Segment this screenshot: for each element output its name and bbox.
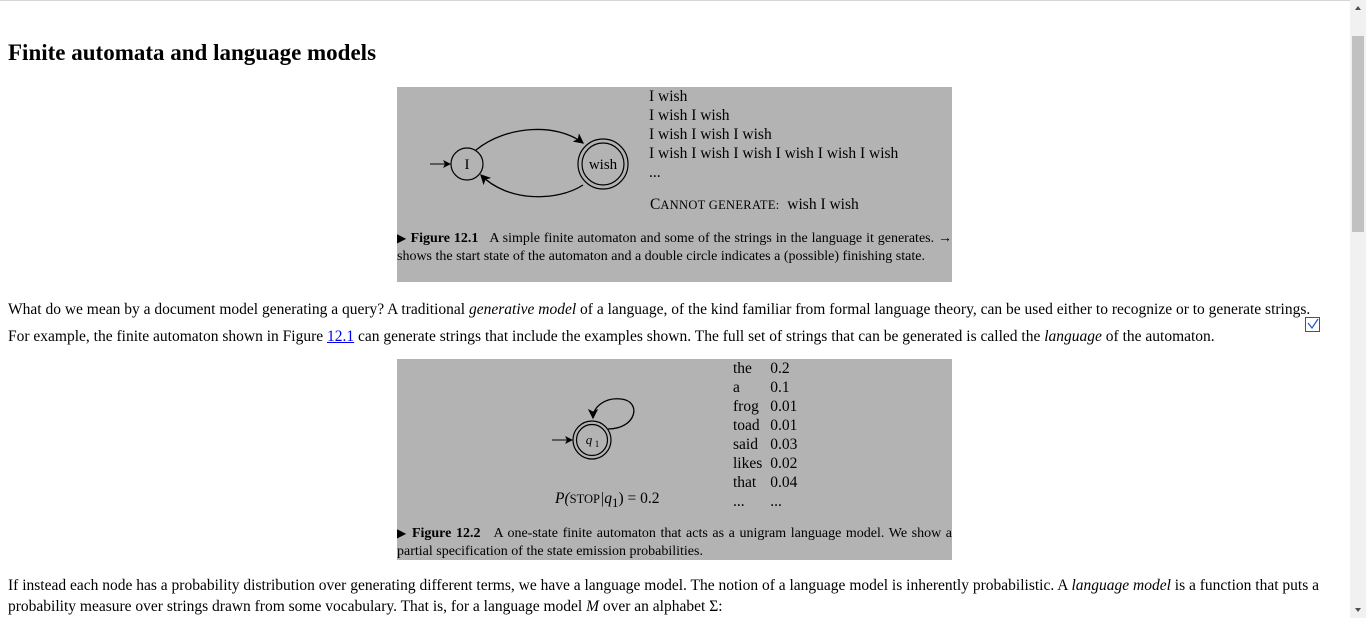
- scroll-thumb[interactable]: [1352, 36, 1364, 232]
- caption-marker-icon: ▶: [397, 231, 407, 245]
- right-arrow-icon: →: [938, 231, 952, 246]
- vertical-scrollbar[interactable]: [1350, 0, 1366, 618]
- emission-prob: 0.04: [770, 474, 798, 491]
- string-item: I wish I wish: [649, 107, 730, 124]
- prob-value: ) = 0.2: [618, 490, 660, 507]
- scroll-down-icon[interactable]: [1350, 602, 1366, 618]
- figure-label: Figure 12.2: [411, 526, 481, 541]
- cannot-generate-line: [650, 196, 859, 214]
- emission-word: toad: [733, 417, 760, 434]
- state-i-label: I: [464, 157, 470, 173]
- emission-prob: 0.02: [770, 455, 798, 472]
- emission-prob: 0.2: [770, 360, 790, 377]
- generated-strings: [649, 87, 898, 182]
- math-symbol-sigma: Σ:: [709, 598, 723, 615]
- emission-word: said: [733, 436, 758, 453]
- table-row: [733, 473, 797, 492]
- caption-text: shows the start state of the automaton and a double circle indicates a (possible) finishing state.: [397, 248, 925, 264]
- string-item: I wish I wish I wish: [649, 126, 772, 143]
- state-wish-label: wish: [588, 157, 618, 173]
- emission-prob: 0.1: [770, 379, 790, 396]
- emission-prob: ...: [770, 493, 782, 510]
- checkmark-note-icon[interactable]: [1305, 317, 1320, 332]
- automaton-diagram-1: [397, 87, 647, 227]
- emission-word: frog: [733, 398, 759, 415]
- figure-caption-2: [397, 525, 952, 560]
- state-q1-subscript: 1: [594, 439, 600, 449]
- edge-i-to-wish: [476, 129, 583, 150]
- text-run: over an alphabet: [602, 598, 706, 615]
- emission-table: [733, 359, 797, 511]
- state-q1-label: q: [585, 432, 593, 447]
- given-state: |q: [599, 490, 612, 507]
- caption-text: A simple finite automaton and some of the strings in the language it generates.: [489, 231, 935, 246]
- emission-word: that: [733, 474, 757, 491]
- table-row: [733, 378, 797, 397]
- string-item: ...: [649, 164, 661, 181]
- table-row: [733, 397, 797, 416]
- term-generative-model: generative model: [468, 301, 577, 318]
- term-language-model: language model: [1071, 577, 1171, 594]
- text-run: What do we mean by a document model generating a query? A traditional: [8, 301, 466, 318]
- cannot-initial: C: [650, 196, 661, 213]
- state-subscript: 1: [612, 495, 619, 511]
- emission-word: likes: [733, 455, 763, 472]
- caption-marker-icon: ▶: [397, 526, 408, 540]
- self-loop-edge: [593, 399, 634, 429]
- scroll-up-icon[interactable]: [1350, 0, 1366, 16]
- string-item: I wish I wish I wish I wish I wish I wish: [649, 145, 899, 162]
- emission-prob: 0.03: [770, 436, 798, 453]
- figure-caption-1: [397, 230, 952, 265]
- paragraph-generative-model: [8, 296, 1324, 350]
- text-run: of the automaton.: [1105, 328, 1215, 345]
- text-run: of a language, of the kind familiar from formal language theory, can be used either to recognize or to generate strings. For example, the finite automaton shown in Figure: [8, 301, 1311, 345]
- paragraph-language-model: [8, 575, 1324, 617]
- figure-12-2: [397, 359, 952, 560]
- caption-text: A one-state finite automaton that acts as a unigram language model. We show a partial specification of the state emission probabilities.: [397, 526, 952, 559]
- cannot-example: wish I wish: [787, 196, 859, 213]
- stop-word: STOP: [569, 492, 600, 506]
- string-item: I wish: [649, 88, 688, 105]
- text-run: is a function that puts a probability measure over strings drawn from some vocabulary. That is, for a language model: [8, 577, 1319, 615]
- table-row: [733, 435, 797, 454]
- text-run: can generate strings that include the examples shown. The full set of strings that can be generated is called the: [357, 328, 1041, 345]
- emission-word: a: [733, 379, 740, 396]
- prob-function: P(: [555, 490, 570, 507]
- figure-12-1: [397, 87, 952, 282]
- stop-probability: [555, 490, 659, 511]
- text-run: If instead each node has a probability distribution over generating different terms, we have a language model. The notion of a language model is inherently probabilistic. A: [8, 577, 1068, 594]
- table-row: [733, 416, 797, 435]
- figure-ref-link[interactable]: 12.1: [326, 328, 355, 345]
- edge-wish-to-i: [481, 175, 583, 197]
- table-row: [733, 454, 797, 473]
- term-language: language: [1044, 328, 1102, 345]
- figure-label: Figure 12.1: [410, 231, 479, 246]
- math-symbol-m: M: [586, 598, 599, 615]
- emission-word: ...: [733, 493, 745, 510]
- table-row: [733, 359, 797, 378]
- table-row: [733, 492, 797, 511]
- emission-word: the: [733, 360, 752, 377]
- emission-prob: 0.01: [770, 398, 798, 415]
- section-heading: Finite automata and language models: [8, 40, 377, 65]
- emission-prob: 0.01: [770, 417, 798, 434]
- cannot-rest: ANNOT GENERATE:: [660, 198, 780, 212]
- automaton-diagram-2: [397, 359, 697, 489]
- top-border: [0, 0, 1350, 1]
